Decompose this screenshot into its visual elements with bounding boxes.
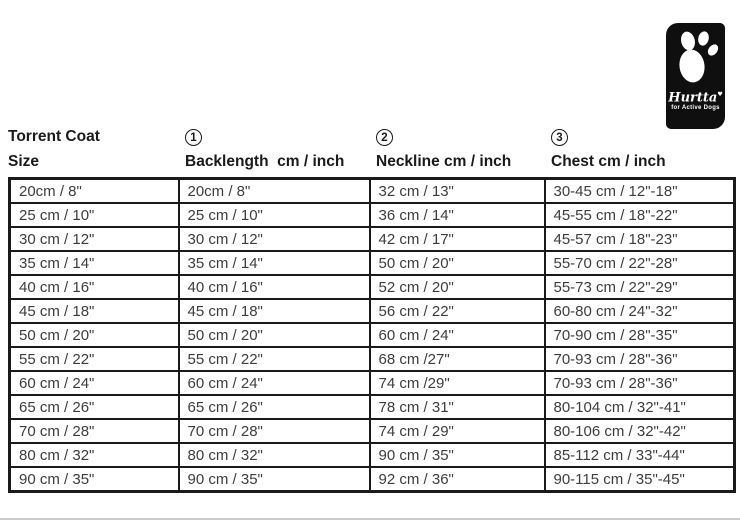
table-row (10, 395, 735, 419)
cell-chest: 90-115 cm / 35"-45" (545, 467, 735, 492)
chest-column-header: Chest cm / inch (551, 153, 666, 170)
table-row (10, 347, 735, 371)
cell-chest: 70-93 cm / 28"-36" (545, 371, 735, 395)
page-title: Torrent Coat (8, 128, 100, 145)
table-row (10, 179, 735, 204)
heart-icon: ♥ (717, 91, 723, 98)
cell-chest: 80-106 cm / 32"-42" (545, 419, 735, 443)
cell-chest: 70-90 cm / 28"-35" (545, 323, 735, 347)
cell-size: 80 cm / 32" (10, 443, 179, 467)
cell-size: 20cm / 8" (10, 179, 179, 204)
cell-chest: 45-57 cm / 18"-23" (545, 227, 735, 251)
cell-neckline: 78 cm / 31" (370, 395, 545, 419)
cell-neckline: 74 cm / 29" (370, 419, 545, 443)
size-chart-table (8, 177, 736, 493)
cell-backlength: 45 cm / 18" (179, 299, 370, 323)
cell-neckline: 36 cm / 14" (370, 203, 545, 227)
cell-chest: 30-45 cm / 12"-18" (545, 179, 735, 204)
header-col-backlength (177, 129, 368, 174)
table-header-row (8, 124, 733, 174)
header-col-size (8, 124, 177, 174)
neckline-column-header: Neckline cm / inch (376, 153, 512, 170)
paw-icon (673, 30, 719, 86)
table-row (10, 299, 735, 323)
table-row (10, 203, 735, 227)
size-column-header: Size (8, 153, 40, 170)
cell-chest: 80-104 cm / 32"-41" (545, 395, 735, 419)
cell-size: 70 cm / 28" (10, 419, 179, 443)
cell-size: 45 cm / 18" (10, 299, 179, 323)
circled-number-2-icon: 2 (376, 129, 393, 146)
cell-neckline: 32 cm / 13" (370, 179, 545, 204)
bottom-divider (0, 518, 740, 520)
cell-backlength: 70 cm / 28" (179, 419, 370, 443)
hurtta-logo (666, 23, 725, 129)
cell-size: 25 cm / 10" (10, 203, 179, 227)
circled-number-3-icon: 3 (551, 129, 568, 146)
cell-chest: 85-112 cm / 33"-44" (545, 443, 735, 467)
cell-neckline: 68 cm /27" (370, 347, 545, 371)
cell-chest: 55-73 cm / 22"-29" (545, 275, 735, 299)
table-row (10, 443, 735, 467)
cell-neckline: 92 cm / 36" (370, 467, 545, 492)
cell-backlength: 35 cm / 14" (179, 251, 370, 275)
cell-size: 30 cm / 12" (10, 227, 179, 251)
cell-backlength: 60 cm / 24" (179, 371, 370, 395)
cell-size: 60 cm / 24" (10, 371, 179, 395)
cell-neckline: 50 cm / 20" (370, 251, 545, 275)
cell-backlength: 30 cm / 12" (179, 227, 370, 251)
cell-neckline: 74 cm /29" (370, 371, 545, 395)
cell-neckline: 60 cm / 24" (370, 323, 545, 347)
table-row (10, 419, 735, 443)
cell-size: 55 cm / 22" (10, 347, 179, 371)
cell-chest: 70-93 cm / 28"-36" (545, 347, 735, 371)
cell-backlength: 65 cm / 26" (179, 395, 370, 419)
cell-neckline: 52 cm / 20" (370, 275, 545, 299)
cell-backlength: 50 cm / 20" (179, 323, 370, 347)
cell-chest: 60-80 cm / 24"-32" (545, 299, 735, 323)
cell-backlength: 40 cm / 16" (179, 275, 370, 299)
cell-neckline: 56 cm / 22" (370, 299, 545, 323)
table-row (10, 251, 735, 275)
table-row (10, 467, 735, 492)
cell-backlength: 25 cm / 10" (179, 203, 370, 227)
logo-tagline: for Active Dogs (671, 105, 720, 112)
table-row (10, 227, 735, 251)
table-row (10, 275, 735, 299)
cell-backlength: 80 cm / 32" (179, 443, 370, 467)
cell-size: 90 cm / 35" (10, 467, 179, 492)
cell-size: 50 cm / 20" (10, 323, 179, 347)
circled-number-1-icon: 1 (185, 129, 202, 146)
logo-brand-text: Hurtta♥ (668, 90, 723, 106)
size-table-body (10, 179, 735, 492)
table-row (10, 371, 735, 395)
cell-size: 65 cm / 26" (10, 395, 179, 419)
cell-neckline: 90 cm / 35" (370, 443, 545, 467)
cell-size: 35 cm / 14" (10, 251, 179, 275)
cell-size: 40 cm / 16" (10, 275, 179, 299)
header-col-chest (543, 129, 733, 174)
cell-backlength: 55 cm / 22" (179, 347, 370, 371)
cell-chest: 45-55 cm / 18"-22" (545, 203, 735, 227)
cell-backlength: 20cm / 8" (179, 179, 370, 204)
table-row (10, 323, 735, 347)
header-col-neckline (368, 129, 543, 174)
cell-backlength: 90 cm / 35" (179, 467, 370, 492)
backlength-column-header: Backlength cm / inch (185, 153, 345, 170)
cell-neckline: 42 cm / 17" (370, 227, 545, 251)
cell-chest: 55-70 cm / 22"-28" (545, 251, 735, 275)
